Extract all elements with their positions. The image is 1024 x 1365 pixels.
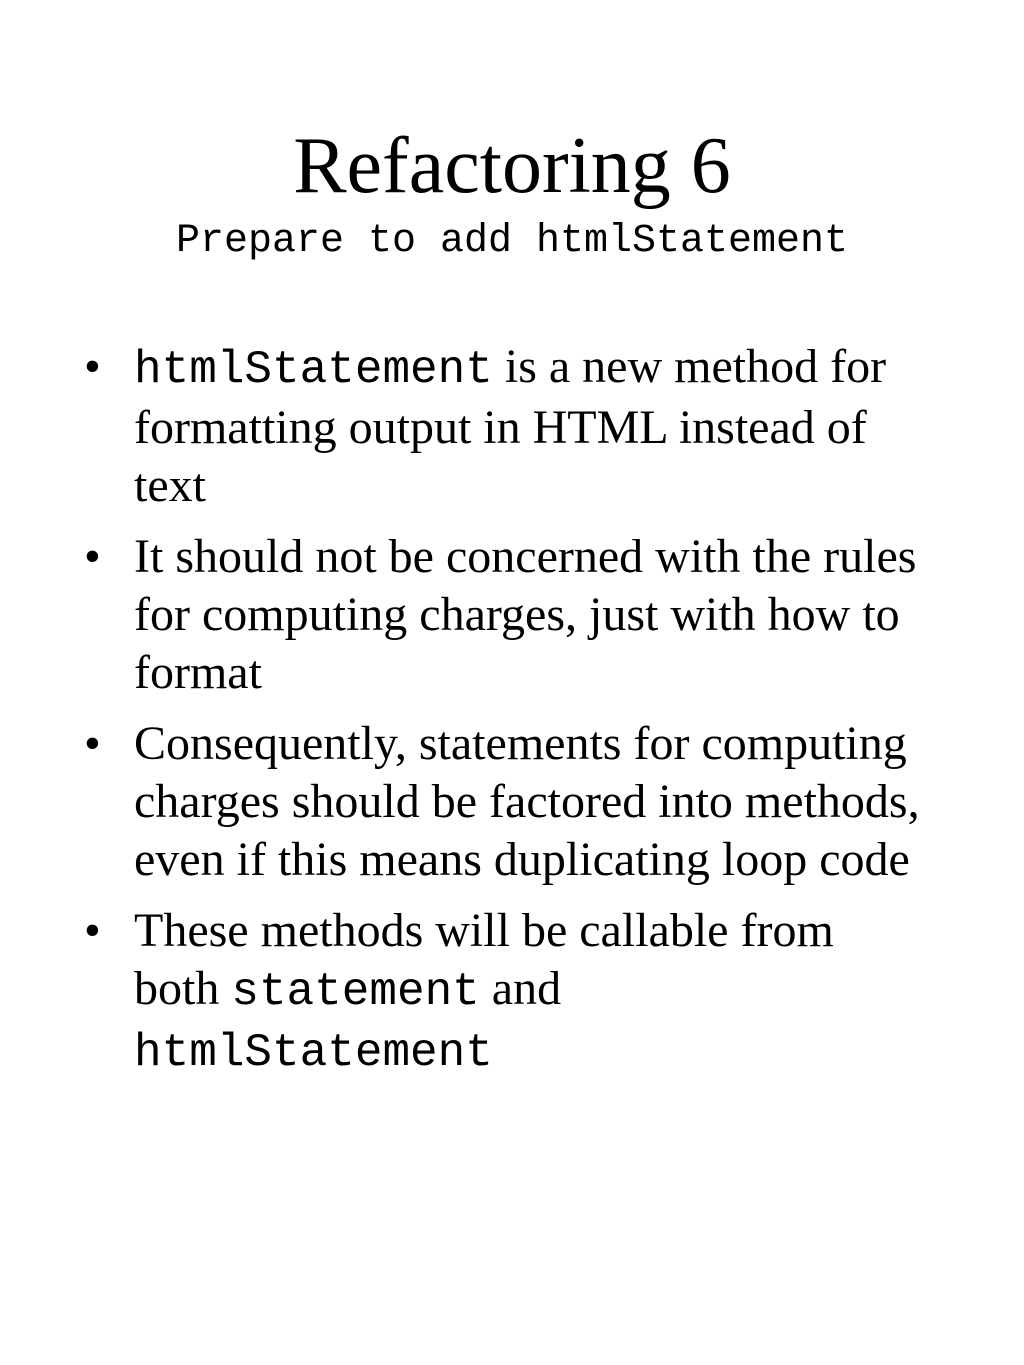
bullet-dot: • — [84, 717, 101, 770]
slide-title: Refactoring 6 — [293, 122, 731, 210]
bullet-code: statement — [231, 966, 480, 1018]
bullet-code: htmlStatement — [134, 1027, 493, 1079]
bullet-item-1 — [0, 338, 1024, 515]
bullet-item-3 — [0, 715, 1024, 889]
bullet-text: It should not be concerned with the rules for computing charges, just with how to format — [134, 530, 917, 699]
bullet-code: htmlStatement — [134, 344, 493, 396]
bullet-text: and — [479, 962, 562, 1015]
bullet-dot: • — [84, 904, 101, 957]
bullet-text: These methods will be callable from both — [134, 904, 834, 1015]
bullet-list — [0, 338, 1024, 1095]
bullet-item-2 — [0, 528, 1024, 702]
bullet-dot: • — [84, 530, 101, 583]
bullet-text: Consequently, statements for computing charges should be factored into methods, even if this means duplicating loop code — [134, 717, 920, 886]
slide-subtitle: Prepare to add htmlStatement — [175, 219, 849, 264]
bullet-text: is a new method for formatting output in HTML instead of text — [134, 340, 887, 512]
bullet-dot: • — [84, 340, 101, 393]
bullet-item-4 — [0, 902, 1024, 1082]
